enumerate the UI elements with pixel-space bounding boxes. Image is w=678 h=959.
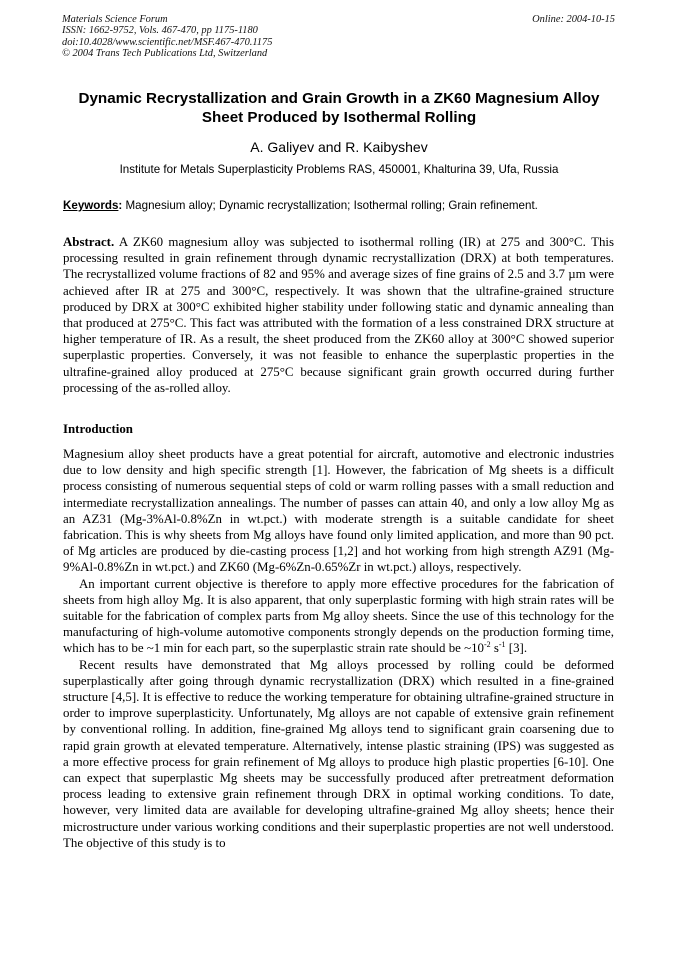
exponent: -2 [483, 640, 491, 650]
abstract-label: Abstract. [63, 235, 115, 249]
section-heading-introduction: Introduction [63, 422, 133, 436]
title-line-2: Sheet Produced by Isothermal Rolling [201, 109, 477, 126]
keywords-label: Keywords [63, 199, 119, 212]
unit-text: s [490, 641, 499, 656]
journal-name: Materials Science Forum [62, 14, 168, 25]
issn-line: ISSN: 1662-9752, Vols. 467-470, pp 1175-1180 [62, 25, 258, 37]
intro-paragraph-3: Recent results have demonstrated that Mg alloys processed by rolling could be deformed superplastically after going through dynamic recrystallization (DRX) which resulted in a fine-grained structure [4,5]. It is effective to reduce the working temperature for obtaining ultrafine-grained structure in order to improve superplasticity. Unfortunately, Mg alloys are not capable of extensive grain refinement by conventional rolling. In addition, fine-grained Mg alloys tend to significant grain coarsening due to rapid grain growth at elevated temperature. Alternatively, intense plastic straining (IPS) was suggested as a more effective process for grain refinement of Mg alloys to produce high plastic properties [6-10]. One can expect that superplastic Mg sheets may be successfully produced after pretreatment deformation process leading to extensive grain refinement through DRX in optimal working conditions. To date, however, very limited data are available for developing ultrafine-grained Mg alloy sheets; hence their microstructure under various working conditions and their superplastic properties are not well understood. The objective of this study is to [63, 657, 614, 850]
abstract-text: A ZK60 magnesium alloy was subjected to isothermal rolling (IR) at 275 and 300°C. This processing resulted in grain refinement through dynamic recrystallization (DRX) at both temperatures. The recrystallized volume fractions of 82 and 95% and average sizes of fine grains of 2.5 and 3.7 µm were achieved after IR at 275 and 300°C, respectively. It was shown that the ultrafine-grained structure produced by DRX at 300°C exhibited higher stability under following static and dynamic annealing than that produced at 275°C. This fact was attributed with the formation of a less constrained DRX structure at higher temperature of IR. As a result, the sheet produced from the ZK60 alloy at 300°C showed superior superplastic properties. Conversely, it was not feasible to enhance the superplastic properties in the ultrafine-grained alloy produced at 275°C because significant grain growth occurred during further processing of the as-rolled alloy. [63, 235, 614, 395]
title-line-1: Dynamic Recrystallization and Grain Growth in a ZK60 Magnesium Alloy [78, 90, 600, 107]
paper-title [40, 89, 638, 127]
keywords [63, 199, 623, 213]
citation-text: [3]. [505, 641, 528, 656]
intro-paragraph-2-text: An important current objective is therefore to apply more effective procedures for the fabrication of sheets from high alloy Mg. It is also apparent, that only superplastic forming with high strain rates will be suitable for the fabrication of complex parts from Mg alloy sheets. Since the use of this technology for the manufacturing of high-volume automotive components strongly depends on the production forming time, which has to be ~1 min for each part, so the superplastic strain rate should be ~10 [63, 576, 614, 656]
online-date: Online: 2004-10-15 [532, 14, 615, 25]
affiliation: Institute for Metals Superplasticity Problems RAS, 450001, Khalturina 39, Ufa, Russia [119, 163, 559, 176]
journal-header [62, 14, 272, 60]
abstract [63, 234, 614, 396]
copyright-line: © 2004 Trans Tech Publications Ltd, Switzerland [62, 48, 268, 60]
intro-paragraph-2 [63, 576, 614, 657]
keywords-text: Magnesium alloy; Dynamic recrystallization; Isothermal rolling; Grain refinement. [122, 199, 538, 212]
intro-paragraph-1: Magnesium alloy sheet products have a great potential for aircraft, automotive and electronic industries due to low density and high specific strength [1]. However, the fabrication of Mg sheets is a difficult process consisting of numerous sequential steps of cold or warm rolling passes with a small reduction and intermediate recrystallization annealings. The number of passes can attain 40, and only a low alloy Mg as an AZ31 (Mg-3%Al-0.8%Zn in wt.pct.) with moderate strength is a suitable candidate for sheet fabrication. This is why sheets from Mg alloys have found only limited application, and more than 90 pct. of Mg articles are produced by die-casting process [1,2] and hot working from high strength AZ91 (Mg-9%Al-0.8%Zn in wt.pct.) and ZK60 (Mg-6%Zn-0.65%Zr in wt.pct.) alloys, respectively. [63, 447, 614, 575]
introduction-body [63, 446, 614, 851]
authors: A. Galiyev and R. Kaibyshev [250, 139, 428, 155]
exponent: -1 [498, 640, 506, 650]
keywords-colon: : [118, 199, 123, 212]
doi-line: doi:10.4028/www.scientific.net/MSF.467-470.1175 [62, 36, 273, 48]
